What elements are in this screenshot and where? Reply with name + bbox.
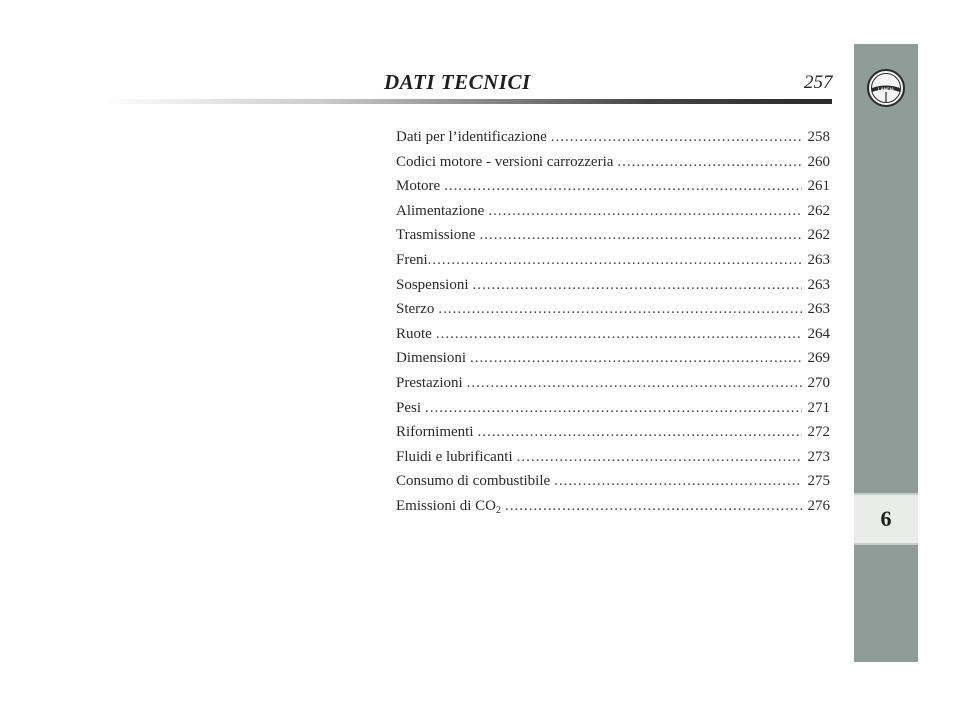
toc-entry-label: Sospensioni <box>396 276 469 293</box>
toc-entry-consumo[interactable] <box>396 469 830 494</box>
toc-entry-page: 264 <box>807 325 830 342</box>
toc-entry-page: 260 <box>807 153 830 170</box>
toc-entry-label: Dati per l’identificazione <box>396 129 547 145</box>
toc-entry-ruote[interactable] <box>396 322 830 347</box>
toc-entry-fluidi[interactable] <box>396 445 830 470</box>
toc-entry-sterzo[interactable] <box>396 297 830 322</box>
toc-entry-page: 270 <box>807 374 830 391</box>
chapter-number: 6 <box>880 506 892 531</box>
dot-leader <box>554 469 801 494</box>
toc-entry-page: 273 <box>807 448 830 465</box>
toc-entry-page: 275 <box>807 473 830 490</box>
dot-leader <box>479 223 801 248</box>
toc-entry-rifornimenti[interactable] <box>396 420 830 445</box>
chapter-number-tab[interactable] <box>854 493 918 545</box>
toc-entry-page: 261 <box>807 178 830 195</box>
toc-entry-label: Dimensioni <box>396 350 466 367</box>
toc-entry-label: Rifornimenti <box>396 424 474 441</box>
toc-entry-label <box>396 494 501 519</box>
dot-leader <box>444 174 801 199</box>
toc-entry-alimentazione[interactable] <box>396 199 830 224</box>
toc-entry-trasmissione[interactable] <box>396 223 830 248</box>
toc-entry-sospensioni[interactable] <box>396 273 830 298</box>
toc-entry-page: 262 <box>807 227 830 244</box>
toc-entry-emissioni[interactable] <box>396 494 830 519</box>
table-of-contents <box>396 125 830 519</box>
toc-entry-codici-motore[interactable] <box>396 150 830 175</box>
toc-entry-motore[interactable] <box>396 174 830 199</box>
dot-leader <box>467 371 802 396</box>
dot-leader <box>478 420 802 445</box>
toc-entry-label: Trasmissione <box>396 227 476 244</box>
toc-entry-label: Freni <box>396 251 428 268</box>
dot-leader <box>438 297 801 322</box>
toc-entry-pesi[interactable] <box>396 396 830 421</box>
toc-entry-label: Motore <box>396 178 441 195</box>
toc-entry-page: 269 <box>807 350 830 367</box>
dot-leader <box>428 248 802 273</box>
title-rule <box>100 99 832 104</box>
toc-entry-label: Pesi <box>396 399 422 416</box>
toc-entry-label-text: Emissioni di CO <box>396 497 497 514</box>
toc-entry-prestazioni[interactable] <box>396 371 830 396</box>
toc-entry-label: Sterzo <box>396 301 435 318</box>
dot-leader <box>505 494 801 519</box>
toc-entry-label: Ruote <box>396 325 432 342</box>
toc-entry-dimensioni[interactable] <box>396 346 830 371</box>
dot-leader <box>470 346 802 371</box>
toc-entry-page: 263 <box>807 276 830 293</box>
toc-entry-label: Prestazioni <box>396 374 463 391</box>
page-title: DATI TECNICI <box>384 70 531 94</box>
toc-entry-page: 276 <box>807 497 830 514</box>
dot-leader <box>617 150 801 175</box>
toc-entry-label: Fluidi e lubrificanti <box>396 448 513 465</box>
toc-entry-page: 262 <box>807 202 830 219</box>
toc-entry-identificazione[interactable] <box>396 125 830 150</box>
dot-leader <box>436 322 802 347</box>
dot-leader <box>473 273 802 298</box>
dot-leader <box>517 445 802 470</box>
lancia-logo <box>866 68 906 108</box>
toc-entry-page: 272 <box>807 424 830 441</box>
logo-text: LANCIA <box>878 86 894 92</box>
toc-entry-freni[interactable] <box>396 248 830 273</box>
dot-leader <box>425 396 801 421</box>
toc-entry-label: Alimentazione <box>396 202 485 219</box>
lancia-logo-icon <box>866 68 906 108</box>
dot-leader <box>488 199 801 224</box>
toc-entry-page: 258 <box>807 129 830 145</box>
page-number: 257 <box>804 72 833 93</box>
toc-entry-page: 263 <box>807 301 830 318</box>
toc-entry-page: 263 <box>807 251 830 268</box>
dot-leader <box>551 125 802 150</box>
toc-entry-label: Codici motore - versioni carrozzeria <box>396 153 614 170</box>
chapter-side-tab <box>854 44 918 662</box>
toc-entry-page: 271 <box>807 399 830 416</box>
toc-entry-label: Consumo di combustibile <box>396 473 551 490</box>
subscript-2: 2 <box>496 504 502 516</box>
